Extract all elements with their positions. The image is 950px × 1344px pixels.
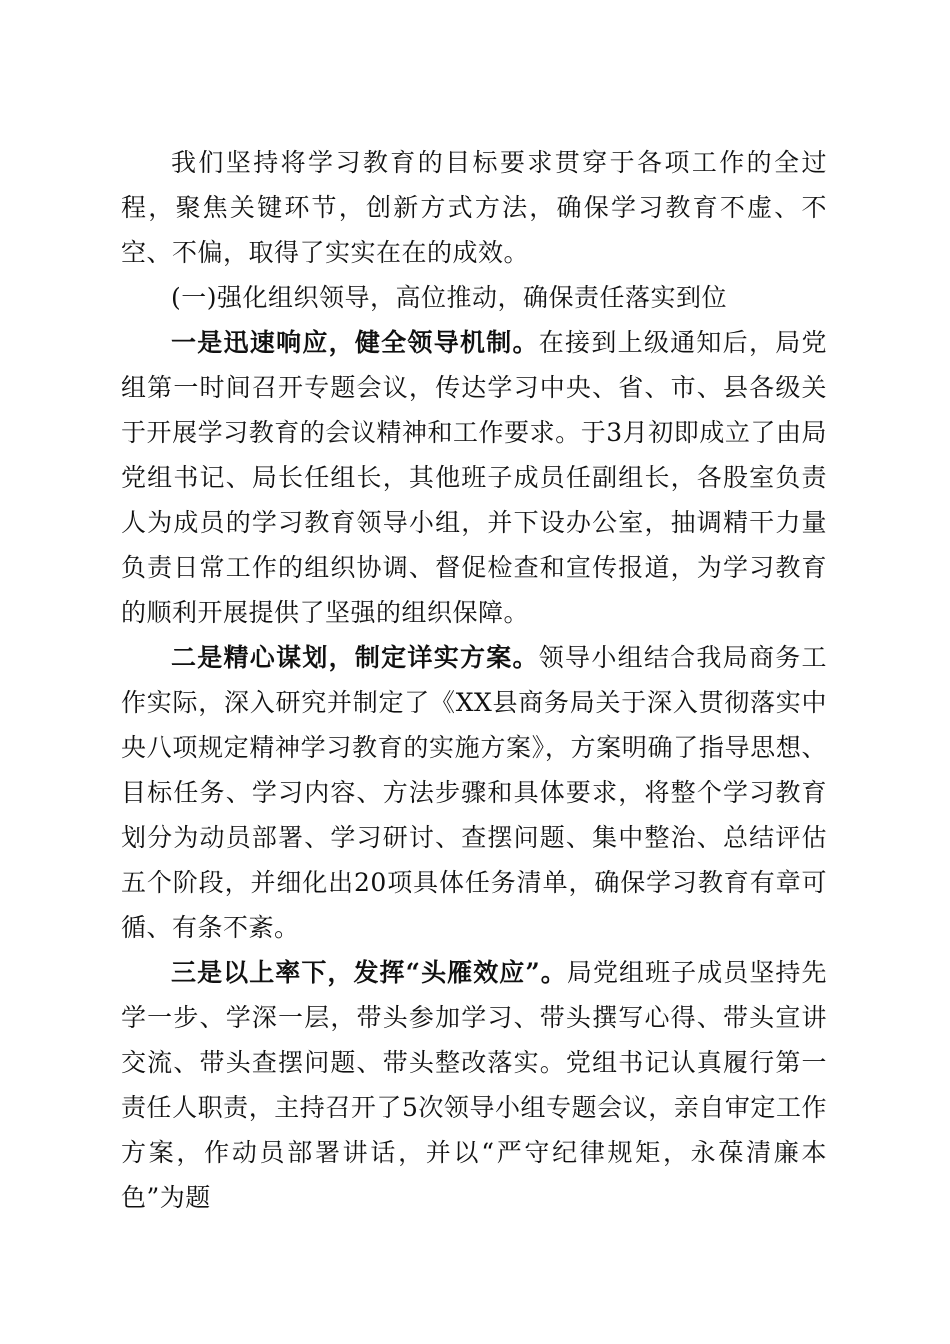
document-page: [121, 140, 827, 1220]
intro-paragraph: 我们坚持将学习教育的目标要求贯穿于各项工作的全过程，聚焦关键环节，创新方式方法，确保学习教育不虚、不空、不偏，取得了实实在在的成效。: [121, 148, 827, 267]
paragraph-two-body: 领导小组结合我局商务工作实际，深入研究并制定了《XX县商务局关于深入贯彻落实中央八项规定精神学习教育的实施方案》，方案明确了指导思想、目标任务、学习内容、方法步骤和具体要求，将整个学习教育划分为动员部署、学习研讨、查摆问题、集中整治、总结评估五个阶段，并细化出20项具体任务清单，确保学习教育有章可循、有条不紊。: [121, 643, 827, 942]
paragraph-two-lead: 二是精心谋划，制定详实方案。: [171, 643, 539, 672]
paragraph-three: [121, 950, 827, 1220]
paragraph-two: [121, 635, 827, 950]
paragraph-one: [121, 320, 827, 635]
paragraph-one-lead: 一是迅速响应，健全领导机制。: [171, 328, 539, 357]
section-heading: (一)强化组织领导，高位推动，确保责任落实到位: [171, 283, 728, 312]
paragraph-three-body: 局党组班子成员坚持先学一步、学深一层，带头参加学习、带头撰写心得、带头宣讲交流、带头查摆问题、带头整改落实。党组书记认真履行第一责任人职责，主持召开了5次领导小组专题会议，亲自审定工作方案，作动员部署讲话，并以“严守纪律规矩，永葆清廉本色”为题: [121, 958, 827, 1212]
paragraph-one-body: 在接到上级通知后，局党组第一时间召开专题会议，传达学习中央、省、市、县各级关于开展学习教育的会议精神和工作要求。于3月初即成立了由局党组书记、局长任组长，其他班子成员任副组长，各股室负责人为成员的学习教育领导小组，并下设办公室，抽调精干力量负责日常工作的组织协调、督促检查和宣传报道，为学习教育的顺利开展提供了坚强的组织保障。: [121, 328, 827, 627]
paragraph-three-lead: 三是以上率下，发挥“头雁效应”。: [171, 958, 567, 987]
